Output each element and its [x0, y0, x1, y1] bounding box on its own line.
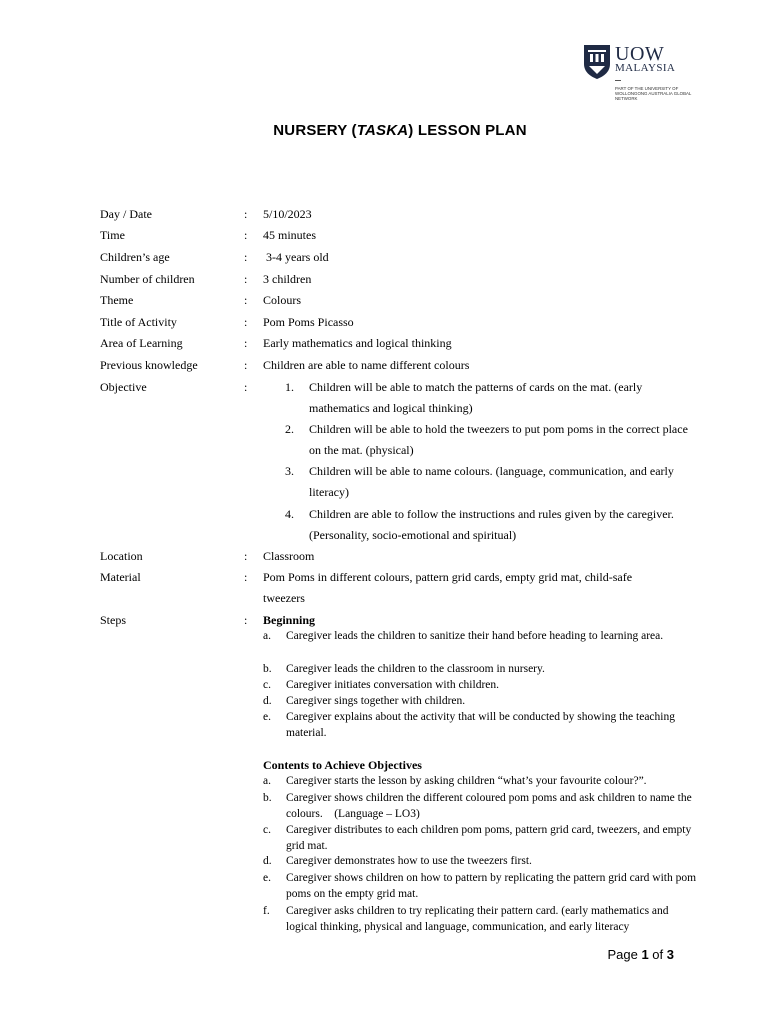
step-letter: e.: [263, 711, 271, 723]
step-text: Caregiver demonstrates how to use the tweezers first.: [286, 855, 532, 867]
title-italic: TASKA: [356, 122, 409, 139]
step-letter: f.: [263, 905, 270, 917]
detail-label: Children’s age: [100, 250, 170, 264]
beginning-heading: Beginning: [263, 613, 316, 627]
objective-colon: :: [244, 380, 248, 394]
detail-value: 3-4 years old: [266, 250, 329, 264]
step-text: Caregiver leads the children to the classroom in nursery.: [286, 663, 545, 675]
detail-value: 3 children: [263, 272, 312, 286]
step-letter: a.: [263, 775, 271, 787]
detail-value: 45 minutes: [263, 228, 316, 242]
detail-label: Title of Activity: [100, 315, 177, 329]
material-label: Material: [100, 570, 141, 584]
detail-row-day-date: [100, 204, 700, 224]
detail-row-material: [100, 567, 700, 609]
step-text: Caregiver leads the children to sanitize their hand before heading to learning area.: [286, 630, 664, 642]
crest-icon: [583, 44, 611, 80]
detail-row-location: [100, 546, 700, 566]
step-letter: c.: [263, 824, 271, 836]
material-colon: :: [244, 570, 248, 584]
detail-label: Number of children: [100, 272, 195, 286]
detail-colon: :: [244, 293, 248, 307]
step-letter: e.: [263, 872, 271, 884]
detail-value: Pom Poms Picasso: [263, 315, 354, 329]
detail-colon: :: [244, 358, 248, 372]
step-letter: d.: [263, 855, 272, 867]
logo-country: MALAYSIA: [615, 62, 676, 74]
location-value: Classroom: [263, 549, 315, 563]
uow-malaysia-logo: [583, 44, 693, 104]
detail-colon: :: [244, 207, 248, 221]
step-letter: b.: [263, 792, 272, 804]
detail-colon: :: [244, 228, 248, 242]
step-text: Caregiver shows children the different coloured pom poms and ask children to name the colours. (Language – LO3): [286, 792, 695, 820]
detail-value: Colours: [263, 293, 302, 307]
objective-text: Children will be able to match the patterns of cards on the mat. (early mathematics and logical thinking): [309, 380, 643, 415]
steps-colon: :: [244, 613, 248, 627]
material-value: Pom Poms in different colours, pattern grid cards, empty grid mat, child-safe tweezers: [263, 570, 633, 605]
detail-row-number-of-children: [100, 269, 700, 289]
detail-value: Children are able to name different colours: [263, 358, 470, 372]
steps-label: Steps: [100, 613, 127, 627]
detail-label: Previous knowledge: [100, 358, 198, 372]
objective-text: Children will be able to name colours. (language, communication, and early literacy): [309, 464, 674, 499]
detail-label: Day / Date: [100, 207, 152, 221]
page-title: [0, 122, 768, 139]
step-text: Caregiver sings together with children.: [286, 695, 466, 707]
contents-heading: Contents to Achieve Objectives: [263, 758, 422, 772]
objective-text: Children will be able to hold the tweezers to put pom poms in the correct place on the mat. (physical): [309, 422, 688, 457]
of-word: of: [652, 947, 664, 962]
detail-value: 5/10/2023: [263, 207, 312, 221]
detail-colon: :: [244, 272, 248, 286]
location-label: Location: [100, 549, 143, 563]
step-letter: c.: [263, 679, 271, 691]
page-word: Page: [607, 947, 638, 962]
detail-colon: :: [244, 336, 248, 350]
step-text: Caregiver explains about the activity that will be conducted by showing the teaching material.: [286, 711, 675, 739]
location-colon: :: [244, 549, 248, 563]
detail-label: Theme: [100, 293, 134, 307]
detail-row-previous-knowledge: [100, 355, 700, 375]
detail-row-theme: [100, 290, 700, 310]
step-text: Caregiver asks children to try replicating their pattern card. (early mathematics and logical thinking, physical and language, communication, and early literacy: [286, 905, 669, 933]
objective-number: 3.: [285, 464, 294, 478]
steps-row: [100, 610, 700, 630]
detail-value: Early mathematics and logical thinking: [263, 336, 452, 350]
step-letter: d.: [263, 695, 272, 707]
page-current: 1: [641, 947, 649, 962]
objective-label: Objective: [100, 380, 147, 394]
logo-name: UOW: [615, 43, 665, 65]
logo-tagline: PART OF THE UNIVERSITY OF WOLLONGONG AUSTRALIA GLOBAL NETWORK: [615, 86, 692, 101]
page-number: [607, 946, 674, 964]
title-prefix: NURSERY (: [273, 122, 357, 139]
detail-colon: :: [244, 250, 248, 264]
detail-row-time: [100, 225, 700, 245]
objective-number: 2.: [285, 422, 294, 436]
step-letter: b.: [263, 663, 272, 675]
objective-number: 1.: [285, 380, 294, 394]
page-total: 3: [666, 947, 674, 962]
title-suffix: ) LESSON PLAN: [408, 122, 527, 139]
detail-label: Area of Learning: [100, 336, 183, 350]
detail-row-title-of-activity: [100, 312, 700, 332]
logo-divider: [615, 80, 621, 81]
objective-text: Children are able to follow the instructions and rules given by the caregiver. (Personality, socio-emotional and spiritual): [309, 507, 674, 542]
detail-colon: :: [244, 315, 248, 329]
step-letter: a.: [263, 630, 271, 642]
step-text: Caregiver shows children on how to pattern by replicating the pattern grid card with pom poms on the empty grid mat.: [286, 872, 697, 900]
detail-row-childrens-age: [100, 247, 700, 267]
objective-number: 4.: [285, 507, 294, 521]
step-text: Caregiver distributes to each children pom poms, pattern grid card, tweezers, and empty grid mat.: [286, 824, 692, 852]
step-text: Caregiver initiates conversation with children.: [286, 679, 500, 691]
detail-row-area-of-learning: [100, 333, 700, 353]
detail-label: Time: [100, 228, 125, 242]
step-text: Caregiver starts the lesson by asking children “what’s your favourite colour?”.: [286, 775, 647, 787]
